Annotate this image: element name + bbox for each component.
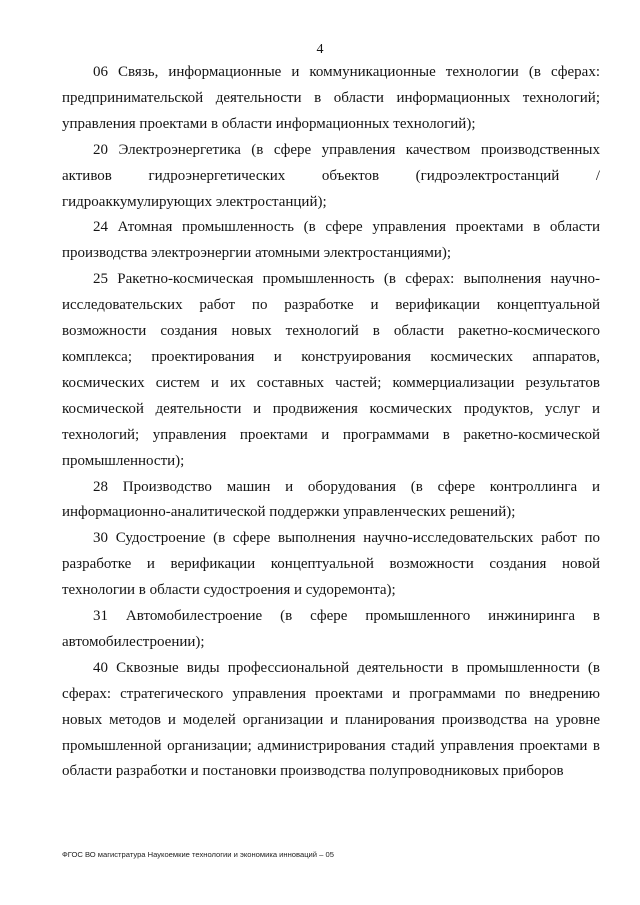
document-footer: ФГОС ВО магистратура Наукоемкие технологии и экономика инноваций – 05 xyxy=(62,850,334,859)
paragraph-06-communications: 06 Связь, информационные и коммуникационные технологии (в сферах: предпринимательской деятельности в области информационных технологий; управления проектами в области информационных технологий); xyxy=(62,64,600,132)
paragraph-31-automotive: 31 Автомобилестроение (в сфере промышленного инжиниринга в автомобилестроении); xyxy=(62,608,600,650)
paragraph-40-cross-cutting-activities: 40 Сквозные виды профессиональной деятельности в промышленности (в сферах: стратегического управления проектами и программами по внедрению новых методов и моделей организации и планирования производства на уровне промышленной организации; администрирования стадий управления проектами в области разработки и постановки производства полупроводниковых приборов xyxy=(62,659,600,780)
paragraph-20-power-engineering: 20 Электроэнергетика (в сфере управления качеством производственных активов гидроэнергетических объектов (гидроэлектростанций / гидроаккумулирующих электростанций); xyxy=(62,141,600,210)
document-body xyxy=(62,60,600,785)
paragraph-24-nuclear-industry: 24 Атомная промышленность (в сфере управления проектами в области производства электроэнергии атомными электростанциями); xyxy=(62,219,600,262)
paragraph-25-rocket-space-industry: 25 Ракетно-космическая промышленность (в сферах: выполнения научно-исследовательских работ по разработке и верификации концептуальной возможности создания новых технологий в области ракетно-космического комплекса; проектирования и конструирования космических аппаратов, космических систем и их составных частей; коммерциализации результатов космической деятельности и продвижения космических продуктов, услуг и технологий; управления проектами и программами в ракетно-космической промышленности); xyxy=(62,271,600,469)
paragraph-30-shipbuilding: 30 Судостроение (в сфере выполнения научно-исследовательских работ по разработке и верификации концептуальной возможности создания новой технологии в области судостроения и судоремонта); xyxy=(62,530,600,599)
paragraph-28-machinery-production: 28 Производство машин и оборудования (в сфере контроллинга и информационно-аналитической поддержки управленческих решений); xyxy=(62,478,600,521)
page-number: 4 xyxy=(316,42,324,57)
